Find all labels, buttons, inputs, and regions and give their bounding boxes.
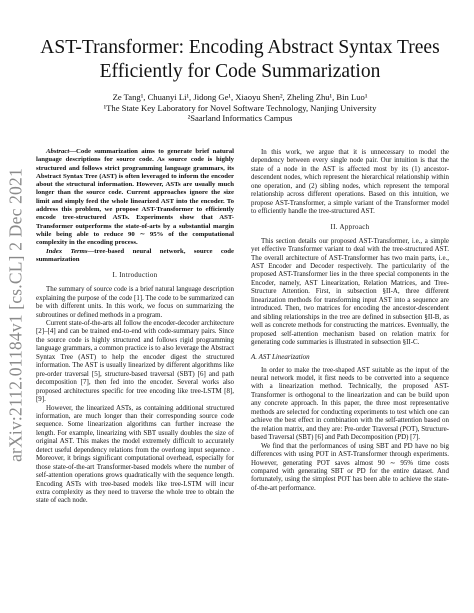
section-heading-approach: II. Approach — [330, 222, 370, 231]
intro-paragraph-4: In this work, we argue that it is unnecessary to model the dependency between every single node pair. Our intuition is that the state of a node in the AST is affected most by its (1) ancestor-descendent nodes, which represent the hierarchical relationship within one operation, and (2) sibling nodes, which represent the temporal relationship across different operations. Based on this intuition, we propose AST-Transformer, a simple variant of the Transformer model to efficiently handle the tree-structured AST. — [251, 148, 449, 216]
intro-paragraph-1: The summary of source code is a brief natural language description explaining the purpose of the code [1]. The code to be summarized can be with different units. In this work, we focus on summarizing the subroutines or defined methods in a program. — [36, 285, 234, 319]
arxiv-stamp-text: arXiv:2112.01184v1 [cs.CL] 2 Dec 2021 — [5, 168, 26, 462]
arxiv-stamp[interactable] — [6, 150, 26, 480]
author-block — [30, 92, 450, 124]
right-column — [251, 148, 449, 492]
section-heading-introduction: I. Introduction — [112, 271, 158, 280]
abstract-text: —Code summarization aims to generate brief natural language descriptions for source code. As source code is highly structured and follows strict programming language grammars, its Abstract Syntax Tree (AST) is often leveraged to inform the encoder about the structural information. However, ASTs are usually much longer than the source code. Current approaches ignore the size limit and simply feed the whole linearized AST into the encoder. To address this problem, we propose AST-Transformer to efficiently encode tree-structured ASTs. Experiments show that AST-Transformer outperforms the state-of-arts by a substantial margin while being able to reduce 90 ∼ 95% of the computational complexity in the encoding process. — [36, 148, 234, 247]
author-names: Ze Tang¹, Chuanyi Li¹, Jidong Ge¹, Xiaoyu Shen², Zheling Zhu¹, Bin Luo¹ — [112, 92, 368, 102]
subsection-heading-linearization: A. AST Linearization — [251, 352, 310, 361]
index-terms-lead: Index Terms — [46, 247, 88, 255]
intro-paragraph-3: However, the linearized ASTs, as containing additional structured information, are much longer than their corresponding source code sequence. Some linearization algorithms can further increase the length. For example, linearizing with SBT usually doubles the size of original AST. This makes the model extremely difficult to accurately detect useful dependency relations from the overlong input sequence . Moreover, it brings significant computational overhead, especially for those state-of-the-art Transformer-based models where the number of self-attention operations grows quadratically with the sequence length. Encoding ASTs with tree-based models like tree-LSTM will incur extra complexity as they need to traverse the whole tree to obtain the state of each node. — [36, 403, 234, 505]
intro-paragraph-2: Current state-of-the-arts all follow the encoder-decoder architecture [2]–[4] and can be trained end-to-end with code-summary pairs. Since the source code is highly structured and follows rigid programming language grammars, a common practice is to also leverage the Abstract Syntax Tree (AST) to help the encoder digest the structured information. The AST is usually linearized by different algorithms like pre-order traversal [5], structure-based traversal (SBT) [6] and path decomposition [7], then fed into the encoder. Several works also proposed architectures specific for tree encoding like tree-LSTM [8], [9]. — [36, 318, 234, 404]
linearization-paragraph-2: We find that the performances of using SBT and PD have no big differences with using POT in AST-Transformer through experiments. However, generating POT saves almost 90 ∼ 95% time costs compared with generating SBT or PD for the entire dataset. And fortunately, using the simplest POT has been able to achieve the state-of-the-art performance. — [251, 441, 449, 492]
affiliation-1: ¹The State Key Laboratory for Novel Software Technology, Nanjing University — [103, 102, 377, 113]
paper-title: AST-Transformer: Encoding Abstract Syntax Trees Efficiently for Code Summarization — [40, 37, 440, 82]
index-terms — [36, 248, 234, 265]
abstract — [36, 148, 234, 248]
linearization-paragraph-1: In order to make the tree-shaped AST suitable as the input of the neural network model, it first needs to be converted into a sequence with a linearization method. Technically, the proposed AST-Transformer is orthogonal to the linearization and can be build upon any concrete approach. In this paper, the three most representative methods are selected for conducting experiments to test which one can achieve the best effect in combination with the self-attention based on the relation matrix, and they are: Pre-order Traversal (POT), Structure-based Traversal (SBT) [6] and Path Decomposition (PD) [7]. — [251, 365, 449, 442]
left-column — [36, 148, 234, 505]
approach-paragraph: This section details our proposed AST-Transformer, i.e., a simple yet effective Transformer variant to deal with the tree-structured AST. The overall architecture of AST-Transformer has two main parts, i.e., AST Encoder and Decoder respectively. The particularity of the proposed AST-Transformer lies in the three special components in the Encoder, namely, AST Linearization, Relation Matrices, and Tree-Structure Attention. First, in subsection §II-A, three different linearization methods for transforming input AST into a sequence are introduced. Then, two matrices for encoding the ancestor-descendent and sibling relationships in the tree are defined in subsection §II-B, as well as concrete methods for constructing the matrices. Eventually, the proposed self-attention mechanism based on relation matrix for generating code summaries is illustrated in subsection §II-C. — [251, 236, 449, 347]
abstract-lead: Abstract — [46, 148, 70, 155]
affiliation-2: ²Saarland Informatics Campus — [187, 113, 293, 123]
index-terms-text: —tree-based neural network, source code summarization — [36, 247, 234, 263]
